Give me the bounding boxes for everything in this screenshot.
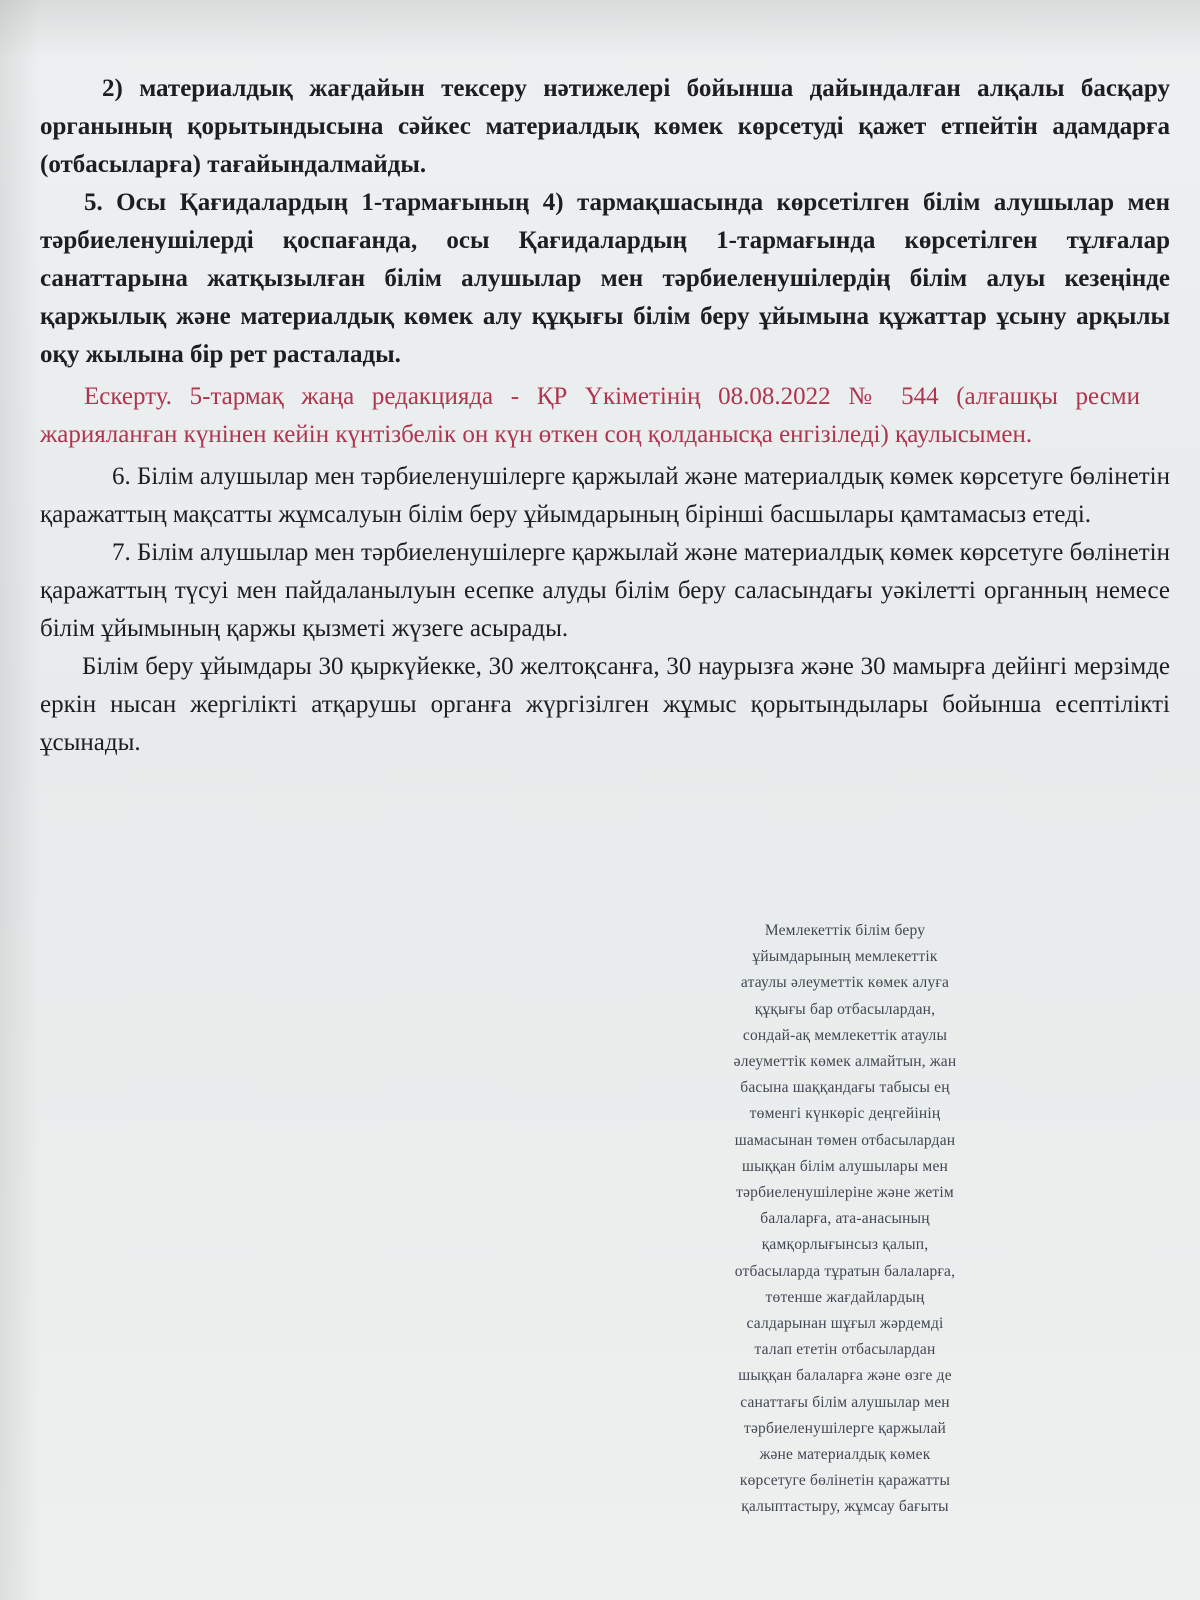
- appendix-header-line: әлеуметтік көмек алмайтын, жан: [733, 1053, 957, 1071]
- appendix-header: [700, 918, 990, 1521]
- photo-left-edge: [0, 0, 40, 1600]
- appendix-header-line: ұйымдарының мемлекеттік: [752, 948, 938, 966]
- appendix-header-line: қалыптастыру, жұмсау бағыты: [741, 1498, 949, 1516]
- appendix-header-line: қамқорлығынсыз қалып,: [761, 1236, 929, 1254]
- appendix-header-line: атаулы әлеуметтік көмек алуға: [740, 974, 950, 992]
- appendix-header-line: көрсетуге бөлінетін қаражатты: [739, 1472, 951, 1490]
- appendix-header-line: тәрбиеленушілерге қаржылай: [743, 1419, 947, 1437]
- appendix-header-line: тәрбиеленушілеріне және жетім: [736, 1184, 954, 1202]
- appendix-header-line: төтенше жағдайлардың: [765, 1288, 925, 1306]
- appendix-header-line: салдарынан шұғыл жәрдемді: [746, 1315, 944, 1333]
- paragraph-2: 2) материалдық жағдайын тексеру нәтижелері бойынша дайындалған алқалы басқару органының қорытындысына сәйкес материалдық көмек көрсетуді қажет етпейтін адамдарға (отбасыларға) тағайындалмайды.: [40, 75, 1170, 178]
- appendix-header-line: және материалдық көмек: [759, 1446, 931, 1464]
- appendix-header-line: басына шаққандағы табысы ең: [740, 1079, 950, 1097]
- appendix-header-line: талап ететін отбасылардан: [754, 1341, 936, 1359]
- appendix-header-line: шамасынан төмен отбасылардан: [734, 1131, 956, 1149]
- paragraph-7: 7. Білім алушылар мен тәрбиеленушілерге қаржылай және материалдық көмек көрсетуге бөлінетін қаражаттың түсуі мен пайдаланылуын есепке алуды білім беру саласындағы уәкілетті органның немесе білім ұйымының қаржы қызметі жүзеге асырады.: [40, 539, 1170, 642]
- photo-top-shadow: [0, 0, 1200, 60]
- appendix-header-line: шыққан балаларға және өзге де: [738, 1367, 952, 1385]
- paragraph-6: 6. Білім алушылар мен тәрбиеленушілерге қаржылай және материалдық көмек көрсетуге бөлінетін қаражаттың мақсатты жұмсалуын білім беру ұйымдарының бірінші басшылары қамтамасыз етеді.: [40, 463, 1170, 528]
- document-body: [40, 70, 1170, 762]
- note-paragraph-5: Ескерту. 5-тармақ жаңа редакцияда - ҚР Үкіметінің 08.08.2022 № 544 (алғашқы ресми жарияланған күнінен кейін күнтізбелік он күн өткен соң қолданысқа енгізіледі) қаулысымен.: [40, 383, 1140, 448]
- appendix-header-line: балаларға, ата-анасының: [760, 1210, 930, 1228]
- appendix-header-line: Мемлекеттік білім беру: [764, 922, 926, 939]
- appendix-header-line: санаттағы білім алушылар мен: [740, 1393, 950, 1411]
- appendix-header-line: шыққан білім алушылары мен: [741, 1157, 949, 1175]
- appendix-header-line: құқығы бар отбасылардан,: [754, 1000, 936, 1018]
- appendix-header-line: сондай-ақ мемлекеттік атаулы: [742, 1026, 948, 1044]
- appendix-header-line: төменгі күнкөріс деңгейінің: [749, 1105, 941, 1123]
- appendix-header-line: отбасыларда тұратын балаларға,: [734, 1262, 956, 1280]
- paragraph-7-reporting: Білім беру ұйымдары 30 қыркүйекке, 30 желтоқсанға, 30 наурызға және 30 мамырға дейінгі мерзімде еркін нысан жергілікті атқарушы органға жүргізілген жұмыс қорытындылары бойынша есептілікті ұсынады.: [40, 653, 1170, 756]
- paragraph-5: 5. Осы Қағидалардың 1-тармағының 4) тармақшасында көрсетілген білім алушылар мен тәрбиеленушілерді қоспағанда, осы Қағидалардың 1-тармағында көрсетілген тұлғалар санаттарына жатқызылған білім алушылар мен тәрбиеленушілердің білім алуы кезеңінде қаржылық және материалдық көмек алу құқығы білім беру ұйымына құжаттар ұсыну арқылы оқу жылына бір рет расталады.: [40, 189, 1170, 368]
